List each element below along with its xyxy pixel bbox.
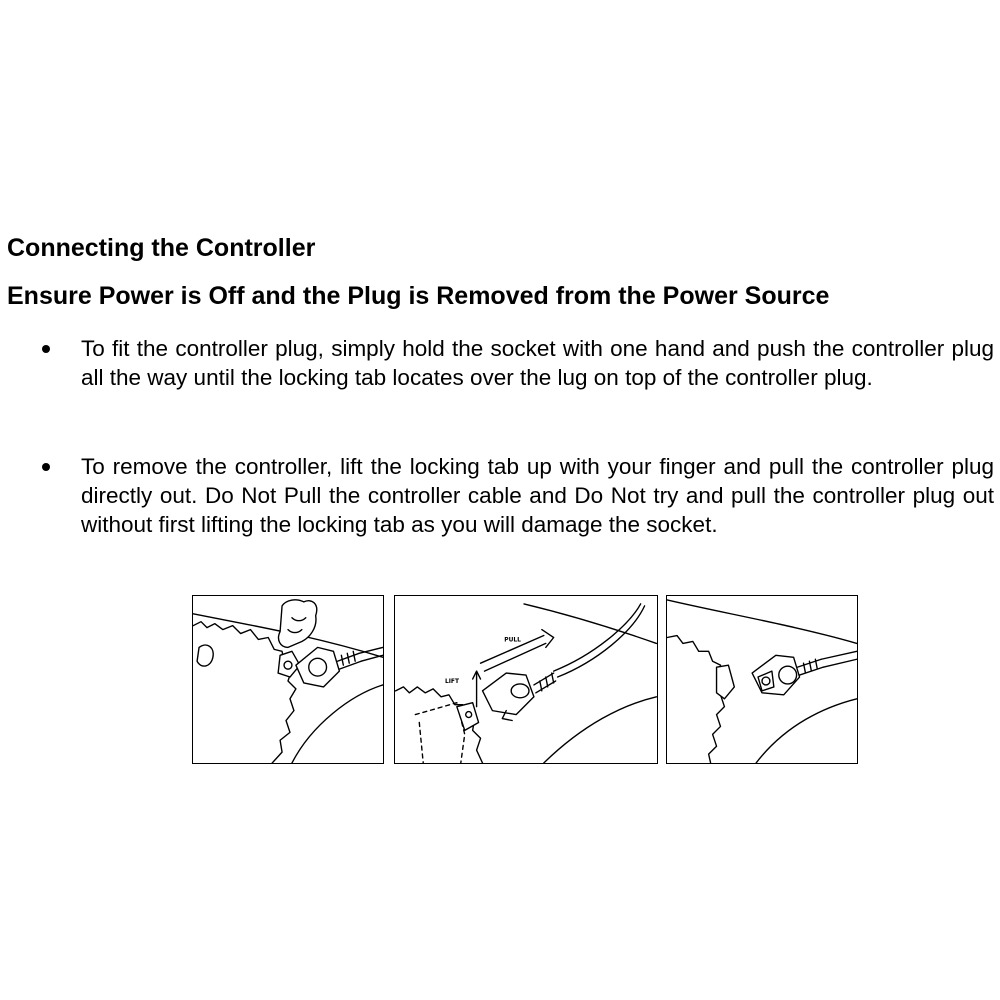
remove-plug-illustration [395, 596, 657, 763]
bullet-icon [42, 463, 50, 471]
diagram-fit-plug [192, 595, 384, 764]
fit-plug-illustration [193, 596, 383, 763]
list-item-text: To remove the controller, lift the locking tab up with your finger and pull the controller plug directly out. Do Not Pull the controller cable and Do Not try and pull the controller plug out without first lifting the locking tab as you will damage the socket. [81, 454, 994, 537]
bullet-icon [42, 345, 50, 353]
lift-label: LIFT [444, 678, 460, 685]
page-title: Connecting the Controller [7, 234, 316, 262]
diagram-remove-plug [394, 595, 658, 764]
diagram-plug-connected [666, 595, 858, 764]
plug-connected-illustration [667, 596, 857, 763]
list-item-text: To fit the controller plug, simply hold the socket with one hand and push the controller plug all the way until the locking tab locates over the lug on top of the controller plug. [81, 336, 994, 390]
page-subtitle: Ensure Power is Off and the Plug is Removed from the Power Source [7, 282, 830, 310]
pull-label: PULL [504, 637, 521, 644]
